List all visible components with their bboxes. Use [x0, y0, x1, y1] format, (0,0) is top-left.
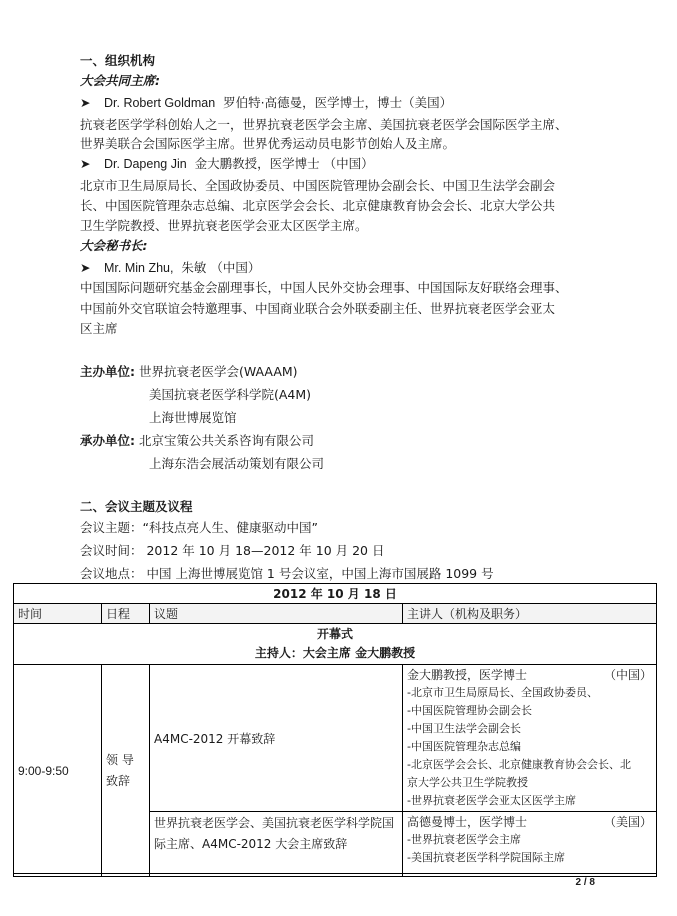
speaker-role: -北京医学会会长、北京健康教育协会会长、北: [407, 758, 631, 771]
schedule-table: [13, 583, 657, 877]
chair1-bio-line: 世界美联合会国际医学主席。世界优秀运动员电影节创始人及主席。: [80, 136, 456, 151]
speaker-name: 金大鹏教授，医学博士: [407, 668, 528, 682]
secretary-bio-line: 中国国际问题研究基金会副理事长，中国人民外交协会理事、中国国际友好联络会理事、: [80, 280, 568, 295]
agenda-item: 领 导 致辞: [102, 665, 150, 877]
chair1-line: [80, 93, 452, 113]
section2-title: 二、会议主题及议程: [80, 499, 193, 514]
speaker-role: -中国卫生法学会副会长: [407, 722, 521, 735]
chair2-bio-line: 北京市卫生局原局长、全国政协委员、中国医院管理协会副会长、中国卫生法学会副会: [80, 178, 556, 193]
table-row: [14, 584, 657, 604]
co-chairs-label: 大会共同主席:: [80, 73, 160, 88]
topic-cell: A4MC-2012 开幕致辞: [150, 665, 403, 812]
table-row: [14, 624, 657, 665]
meeting-time: 会议时间： 2012 年 10 月 18—2012 年 10 月 20 日: [80, 543, 385, 558]
secretary-name: Mr. Min Zhu,: [104, 261, 174, 275]
speaker-head: [407, 666, 652, 684]
speaker-role: -中国医院管理协会副会长: [407, 704, 532, 717]
header-speaker: 主讲人（机构及职务）: [403, 604, 657, 624]
speaker-role: -世界抗衰老医学会主席: [407, 833, 521, 846]
chair1-name: Dr. Robert Goldman: [104, 96, 216, 110]
speaker-name: 高德曼博士，医学博士: [407, 815, 528, 829]
chair2-line: [80, 154, 374, 174]
page-number: 2 / 8: [575, 877, 595, 888]
speaker-role: 京大学公共卫生学院教授: [407, 776, 528, 789]
chair2-bio-line: 卫生学院教授、世界抗衰老医学会亚太区医学主席。: [80, 218, 368, 233]
table-header-row: [14, 604, 657, 624]
secretary-label: 大会秘书长:: [80, 238, 148, 253]
header-topic: 议题: [150, 604, 403, 624]
speaker-role: -中国医院管理杂志总编: [407, 740, 521, 753]
table-row: [14, 665, 657, 812]
opening-cell: [14, 624, 657, 665]
speaker-country: （美国）: [603, 815, 652, 829]
bullet-arrow-icon: ➤: [80, 260, 91, 275]
header-time: 时间: [14, 604, 102, 624]
speaker-role: -美国抗衰老医学科学院国际主席: [407, 851, 565, 864]
footer-divider: [13, 873, 656, 874]
host-item: 上海世博展览馆: [149, 410, 237, 425]
host-item: 世界抗衰老医学会(WAAAM): [138, 364, 298, 379]
opening-host: 主持人：大会主席 金大鹏教授: [254, 646, 416, 660]
chair1-bio-line: 抗衰老医学学科创始人之一，世界抗衰老医学会主席、美国抗衰老医学会国际医学主席、: [80, 117, 568, 132]
secretary-bio-line: 区主席: [80, 321, 118, 336]
speaker-head: [407, 813, 652, 831]
speaker-role: -北京市卫生局原局长、全国政协委员、: [407, 686, 598, 699]
meeting-place: 会议地点： 中国 上海世博展览馆 1 号会议室，中国上海市国展路 1099 号: [80, 566, 494, 581]
topic-cell: 世界抗衰老医学会、美国抗衰老医学科学院国际主席、A4MC-2012 大会主席致辞: [150, 812, 403, 877]
schedule-date: 2012 年 10 月 18 日: [14, 584, 657, 604]
organizer-item: 北京宝策公共关系咨询有限公司: [138, 433, 314, 448]
host-item: 美国抗衰老医学科学院(A4M): [149, 387, 312, 402]
meeting-theme: 会议主题：“科技点亮人生、健康驱动中国”: [80, 520, 318, 535]
host-label: 主办单位:: [80, 364, 135, 379]
bullet-arrow-icon: ➤: [80, 95, 91, 110]
secretary-bio-line: 中国前外交官联谊会特邀理事、中国商业联合会外联委副主任、世界抗衰老医学会亚太: [80, 301, 556, 316]
time-slot: 9:00-9:50: [14, 665, 102, 877]
section1-title: 一、组织机构: [80, 53, 156, 68]
bullet-arrow-icon: ➤: [80, 156, 91, 171]
secretary-line: [80, 258, 260, 278]
organizer-label: 承办单位:: [80, 433, 135, 448]
opening-title: 开幕式: [316, 627, 353, 641]
organizer-row: [80, 431, 314, 451]
chair2-bio-line: 长、中国医院管理杂志总编、北京医学会会长、北京健康教育协会会长、北京大学公共: [80, 198, 556, 213]
chair1-desc: 罗伯特·高德曼，医学博士，博士（美国）: [223, 95, 453, 110]
chair2-name: Dr. Dapeng Jin: [104, 157, 187, 171]
speaker-country: （中国）: [603, 668, 652, 682]
organizer-item: 上海东浩会展活动策划有限公司: [149, 456, 325, 471]
secretary-desc: 朱敏 （中国）: [181, 260, 261, 275]
speaker-cell: [403, 812, 657, 877]
host-row: [80, 362, 298, 382]
speaker-role: -世界抗衰老医学会亚太区医学主席: [407, 794, 576, 807]
speaker-cell: [403, 665, 657, 812]
chair2-desc: 金大鹏教授，医学博士 （中国）: [194, 156, 374, 171]
header-agenda: 日程: [102, 604, 150, 624]
